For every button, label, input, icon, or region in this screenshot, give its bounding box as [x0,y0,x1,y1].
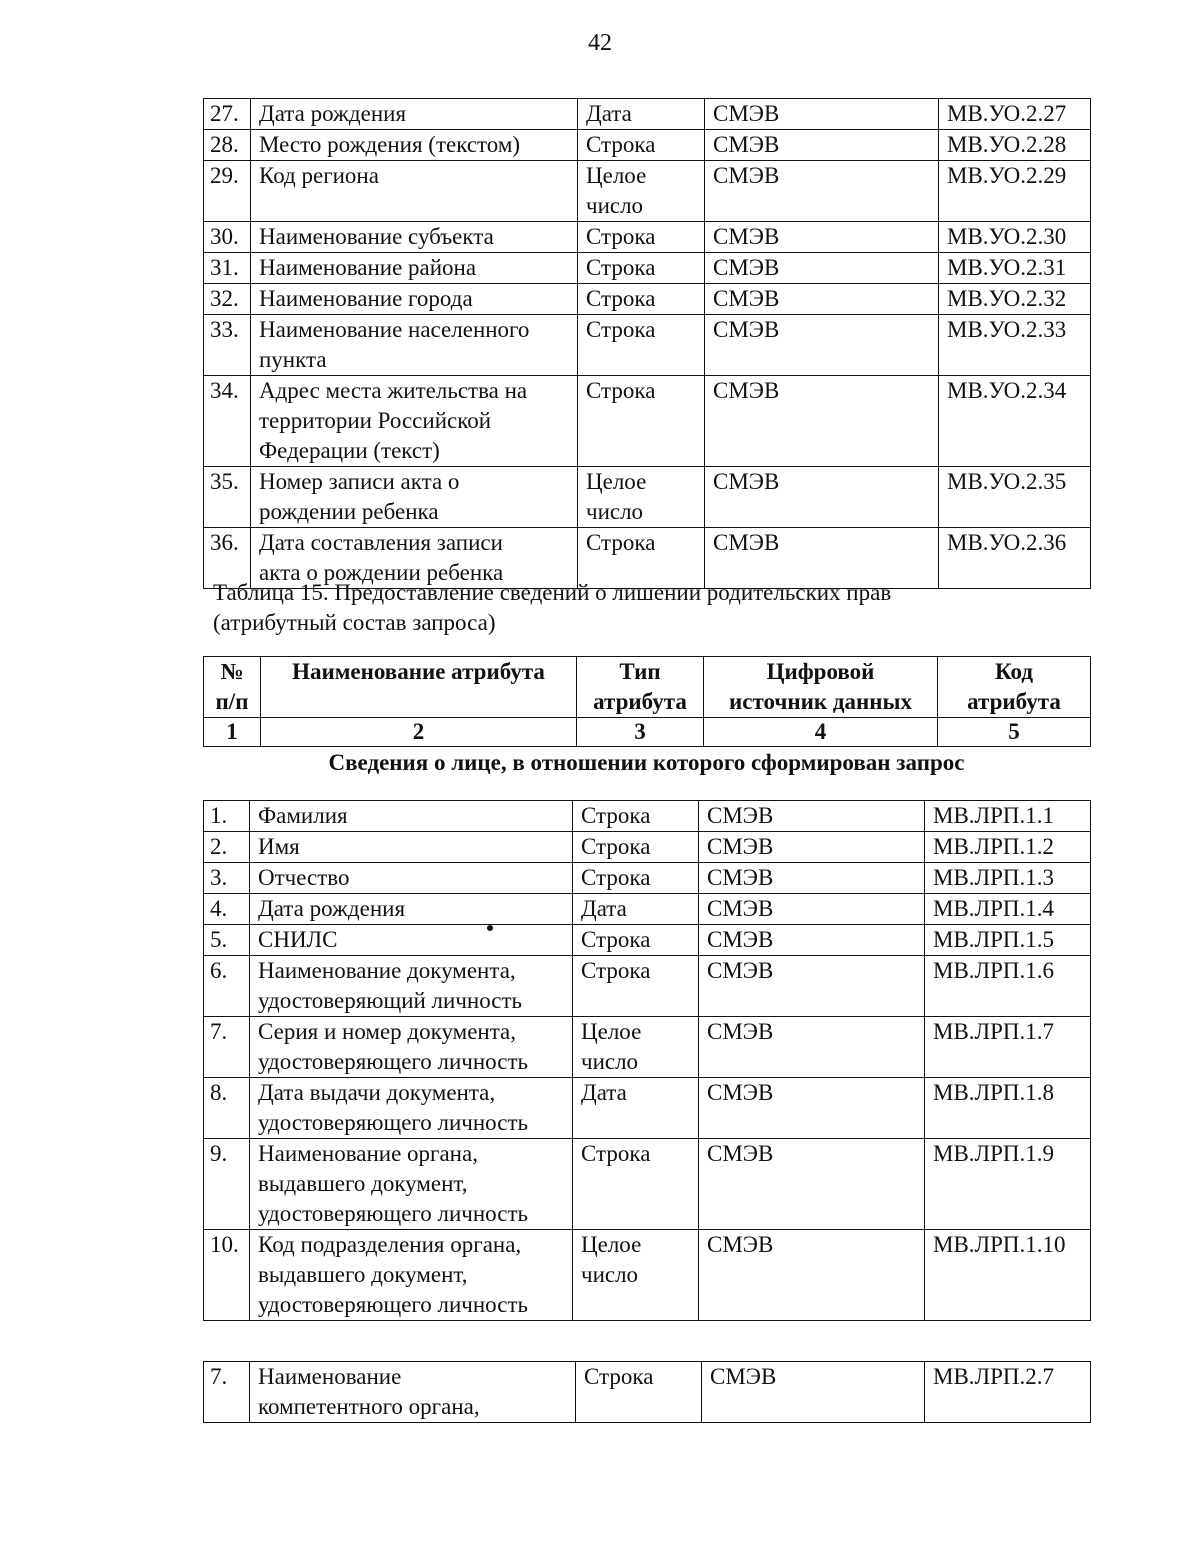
data-source: СМЭВ [699,925,925,956]
attribute-name: Номер записи акта о рождении ребенка [251,467,578,528]
attribute-name: Дата рождения [251,99,578,130]
header-number: № п/п [204,657,261,718]
header-attribute-type: Тип атрибута [577,657,704,718]
attributes-table-continued [203,98,1091,589]
table-row [204,1139,1091,1230]
header-attribute-code: Код атрибута [938,657,1091,718]
column-number: 4 [704,718,938,747]
attribute-name: Серия и номер документа, удостоверяющего личность [250,1017,573,1078]
row-number: 27. [204,99,251,130]
data-source: СМЭВ [699,1017,925,1078]
attribute-code: МВ.ЛРП.1.9 [925,1139,1091,1230]
attribute-code: МВ.ЛРП.1.6 [925,956,1091,1017]
data-source: СМЭВ [705,315,939,376]
table-row [204,161,1091,222]
table-row [204,130,1091,161]
row-number: 9. [204,1139,250,1230]
table-row [204,956,1091,1017]
attribute-type: Целое число [573,1230,699,1321]
attribute-code: МВ.ЛРП.1.7 [925,1017,1091,1078]
attribute-type: Строка [578,376,705,467]
attribute-name: Дата выдачи документа, удостоверяющего личность [250,1078,573,1139]
attribute-code: МВ.УО.2.36 [939,528,1091,589]
table-row [204,99,1091,130]
data-source: СМЭВ [699,1230,925,1321]
attribute-code: МВ.УО.2.33 [939,315,1091,376]
attribute-code: МВ.УО.2.27 [939,99,1091,130]
attribute-code: МВ.ЛРП.1.4 [925,894,1091,925]
attribute-name: Адрес места жительства на территории Российской Федерации (текст) [251,376,578,467]
attribute-name: Наименование населенного пункта [251,315,578,376]
table-row [204,1017,1091,1078]
row-number: 33. [204,315,251,376]
header-row [204,657,1091,718]
data-source: СМЭВ [699,1139,925,1230]
attribute-type: Строка [578,528,705,589]
attribute-name: Дата составления записи акта о рождении ребенка [251,528,578,589]
scan-dot-mark [487,925,493,931]
row-number: 31. [204,253,251,284]
attribute-code: МВ.УО.2.35 [939,467,1091,528]
table-row [204,253,1091,284]
attributes-table-fragment [203,1361,1091,1423]
row-number: 5. [204,925,250,956]
column-number: 1 [204,718,261,747]
table-row [204,1078,1091,1139]
row-number: 7. [204,1017,250,1078]
attributes-table-15 [203,800,1091,1321]
row-number: 36. [204,528,251,589]
attribute-type: Строка [573,801,699,832]
section-title: Сведения о лице, в отношении которого сформирован запрос [328,750,965,775]
row-number: 6. [204,956,250,1017]
attribute-name: Отчество [250,863,573,894]
attribute-name: Место рождения (текстом) [251,130,578,161]
row-number: 2. [204,832,250,863]
attribute-code: МВ.ЛРП.1.8 [925,1078,1091,1139]
attribute-type: Строка [578,222,705,253]
row-number: 34. [204,376,251,467]
data-source: СМЭВ [705,253,939,284]
data-source: СМЭВ [699,863,925,894]
header-attribute-name: Наименование атрибута [261,657,577,718]
attribute-type: Строка [576,1362,702,1423]
attribute-code: МВ.ЛРП.1.1 [925,801,1091,832]
attribute-code: МВ.УО.2.34 [939,376,1091,467]
attribute-type: Строка [573,956,699,1017]
attribute-code: МВ.УО.2.32 [939,284,1091,315]
row-number: 10. [204,1230,250,1321]
data-source: СМЭВ [699,1078,925,1139]
table-caption: Таблица 15. Предоставление сведений о лишении родительских прав (атрибутный состав запроса) [213,580,892,635]
attribute-name: Фамилия [250,801,573,832]
row-number: 1. [204,801,250,832]
row-number: 7. [204,1362,250,1423]
attribute-type: Строка [578,130,705,161]
data-source: СМЭВ [705,528,939,589]
attribute-name: Наименование документа, удостоверяющий личность [250,956,573,1017]
attribute-name: СНИЛС [250,925,573,956]
table-row [204,863,1091,894]
attribute-name: Код региона [251,161,578,222]
data-source: СМЭВ [699,894,925,925]
column-number: 5 [938,718,1091,747]
attribute-type: Целое число [573,1017,699,1078]
column-number: 2 [261,718,577,747]
table-row [204,832,1091,863]
row-number: 32. [204,284,251,315]
table-row [204,284,1091,315]
row-number: 4. [204,894,250,925]
header-column-numbers [204,718,1091,747]
attribute-code: МВ.ЛРП.1.3 [925,863,1091,894]
table-row [204,925,1091,956]
attribute-type: Дата [578,99,705,130]
row-number: 30. [204,222,251,253]
table-row [204,467,1091,528]
table-row [204,376,1091,467]
header-data-source: Цифровой источник данных [704,657,938,718]
attribute-type: Дата [573,1078,699,1139]
attribute-code: МВ.УО.2.29 [939,161,1091,222]
table-row [204,1230,1091,1321]
data-source: СМЭВ [699,956,925,1017]
attribute-code: МВ.УО.2.31 [939,253,1091,284]
attribute-type: Целое число [578,161,705,222]
data-source: СМЭВ [705,284,939,315]
table-row [204,222,1091,253]
table-row [204,894,1091,925]
data-source: СМЭВ [705,467,939,528]
attribute-code: МВ.УО.2.30 [939,222,1091,253]
row-number: 29. [204,161,251,222]
row-number: 3. [204,863,250,894]
data-source: СМЭВ [705,161,939,222]
attribute-name: Дата рождения [250,894,573,925]
attribute-name: Имя [250,832,573,863]
attribute-name: Наименование субъекта [251,222,578,253]
attribute-type: Строка [578,284,705,315]
attribute-type: Строка [573,863,699,894]
attribute-type: Целое число [578,467,705,528]
attribute-name: Наименование компетентного органа, [250,1362,576,1423]
table-row [204,315,1091,376]
data-source: СМЭВ [699,801,925,832]
attribute-code: МВ.ЛРП.1.2 [925,832,1091,863]
attribute-name: Наименование района [251,253,578,284]
table-header [203,656,1091,747]
attribute-code: МВ.УО.2.28 [939,130,1091,161]
attribute-code: МВ.ЛРП.1.10 [925,1230,1091,1321]
data-source: СМЭВ [705,376,939,467]
attribute-code: МВ.ЛРП.1.5 [925,925,1091,956]
data-source: СМЭВ [705,222,939,253]
row-number: 35. [204,467,251,528]
attribute-code: МВ.ЛРП.2.7 [925,1362,1091,1423]
attribute-name: Наименование органа, выдавшего документ, удостоверяющего личность [250,1139,573,1230]
data-source: СМЭВ [705,130,939,161]
attribute-type: Строка [573,925,699,956]
attribute-type: Строка [573,1139,699,1230]
page-number: 42 [588,30,612,56]
column-number: 3 [577,718,704,747]
attribute-name: Код подразделения органа, выдавшего документ, удостоверяющего личность [250,1230,573,1321]
attribute-type: Дата [573,894,699,925]
data-source: СМЭВ [699,832,925,863]
attribute-type: Строка [578,253,705,284]
attribute-name: Наименование города [251,284,578,315]
attribute-type: Строка [573,832,699,863]
row-number: 8. [204,1078,250,1139]
data-source: СМЭВ [702,1362,925,1423]
data-source: СМЭВ [705,99,939,130]
row-number: 28. [204,130,251,161]
table-row [204,1362,1091,1423]
table-row [204,801,1091,832]
attribute-type: Строка [578,315,705,376]
